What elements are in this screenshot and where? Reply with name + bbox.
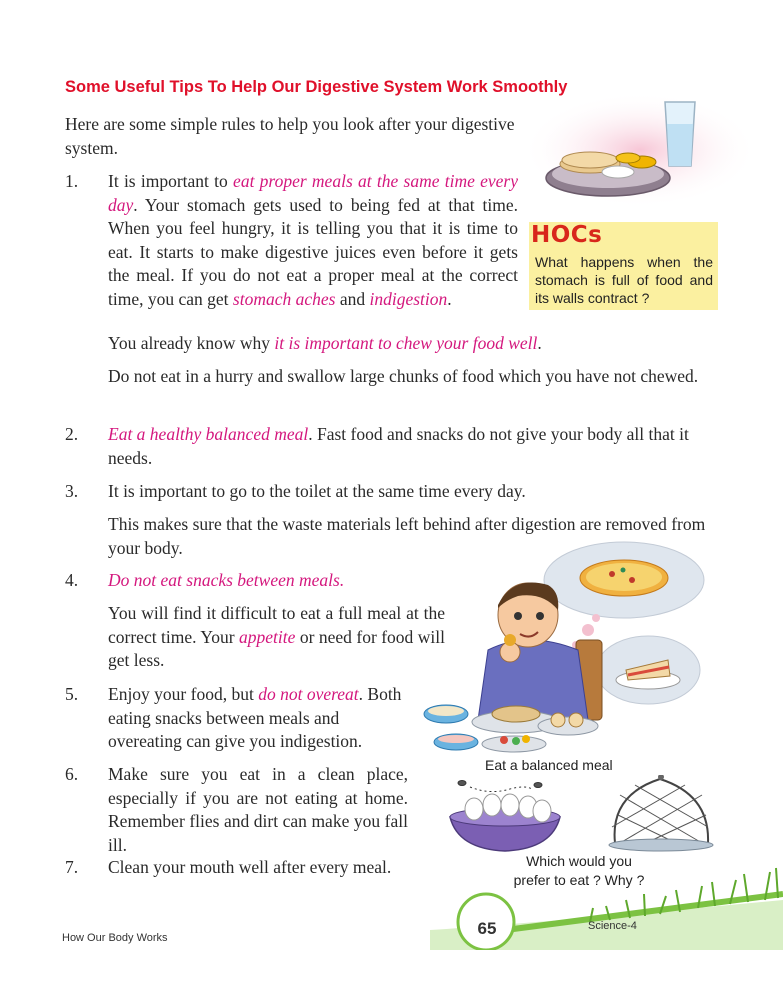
caption-which-prefer-line1: Which would you <box>526 853 632 869</box>
item-2-highlight: Eat a healthy balanced meal <box>108 424 309 444</box>
clean-vs-dirty-food-illustration <box>440 775 730 855</box>
item-3-number: 3. <box>65 481 79 501</box>
item-1-chew-paragraph <box>108 332 718 356</box>
item-4-highlight: Do not eat snacks between meals. <box>108 570 345 590</box>
appetite-highlight: appetite <box>239 626 296 647</box>
page-number: 65 <box>477 919 497 938</box>
item-1-highlight-meals: eat proper meals at the same time every day <box>108 171 518 215</box>
item-5-text-a: Enjoy your food, but <box>108 684 259 704</box>
item-7-paragraph: Clean your mouth well after every meal. <box>108 857 392 877</box>
item-2-text: . Fast food and snacks do not give your body all that it needs. <box>108 424 689 468</box>
caption-balanced-meal: Eat a balanced meal <box>485 757 613 773</box>
item-2-number: 2. <box>65 424 79 444</box>
boy-eating-illustration <box>418 530 708 760</box>
item-1-highlight-stomach-aches: stomach aches <box>232 288 336 309</box>
item-2-paragraph <box>108 423 718 470</box>
item-4-number: 4. <box>65 570 79 590</box>
appetite-text-b: or need for food will get less. <box>108 626 445 670</box>
hocs-question: What happens when the stomach is full of food and its walls contract ? <box>535 254 713 306</box>
item-1-text-d: . <box>447 288 452 309</box>
chew-text-a: You already know why <box>108 333 275 353</box>
item-6-number: 6. <box>65 764 79 784</box>
item-1-paragraph <box>108 170 518 311</box>
footer-subject: Science-4 <box>588 920 637 932</box>
item-4-appetite-paragraph <box>108 602 445 673</box>
item-7-number: 7. <box>65 857 79 877</box>
item-1-text-b: . Your stomach gets used to being fed at that time. When you feel hungry, it is telling you that it is time to eat. It starts to make digestive juices even before it gets the meal. If you do not eat a proper meal at the correct time, you can get <box>108 194 518 309</box>
hocs-title: HOCs <box>531 222 603 248</box>
item-1-text-a: It is important to <box>108 171 234 191</box>
item-5-number: 5. <box>65 684 79 704</box>
page-heading: Some Useful Tips To Help Our Digestive System Work Smoothly <box>65 78 568 96</box>
item-1-text-c: and <box>335 288 370 309</box>
item-1-hurry-paragraph: Do not eat in a hurry and swallow large chunks of food which you have not chewed. <box>108 366 699 386</box>
intro-paragraph: Here are some simple rules to help you look after your digestive system. <box>65 114 515 158</box>
item-3-paragraph: It is important to go to the toilet at the same time every day. <box>108 481 526 501</box>
footer-chapter-title: How Our Body Works <box>62 932 168 944</box>
item-6-paragraph: Make sure you eat in a clean place, especially if you are not eating at home. Remember flies and dirt can make you fall ill. <box>108 764 408 855</box>
chew-highlight: it is important to chew your food well <box>274 333 538 353</box>
item-5-text-b: . Both eating snacks between meals and overeating can give you indigestion. <box>108 684 402 751</box>
item-3-waste-paragraph: This makes sure that the waste materials left behind after digestion are removed from your body. <box>108 514 706 558</box>
item-1-number: 1. <box>65 171 79 191</box>
appetite-text-a: You will find it difficult to eat a full meal at the correct time. Your <box>108 603 445 647</box>
item-5-paragraph <box>108 683 413 754</box>
meal-plate-illustration <box>520 90 760 210</box>
item-5-highlight: do not overeat <box>258 684 359 704</box>
item-1-highlight-indigestion: indigestion <box>369 288 448 309</box>
caption-which-prefer-line2: prefer to eat ? Why ? <box>513 872 645 888</box>
chew-text-b: . <box>537 333 542 353</box>
